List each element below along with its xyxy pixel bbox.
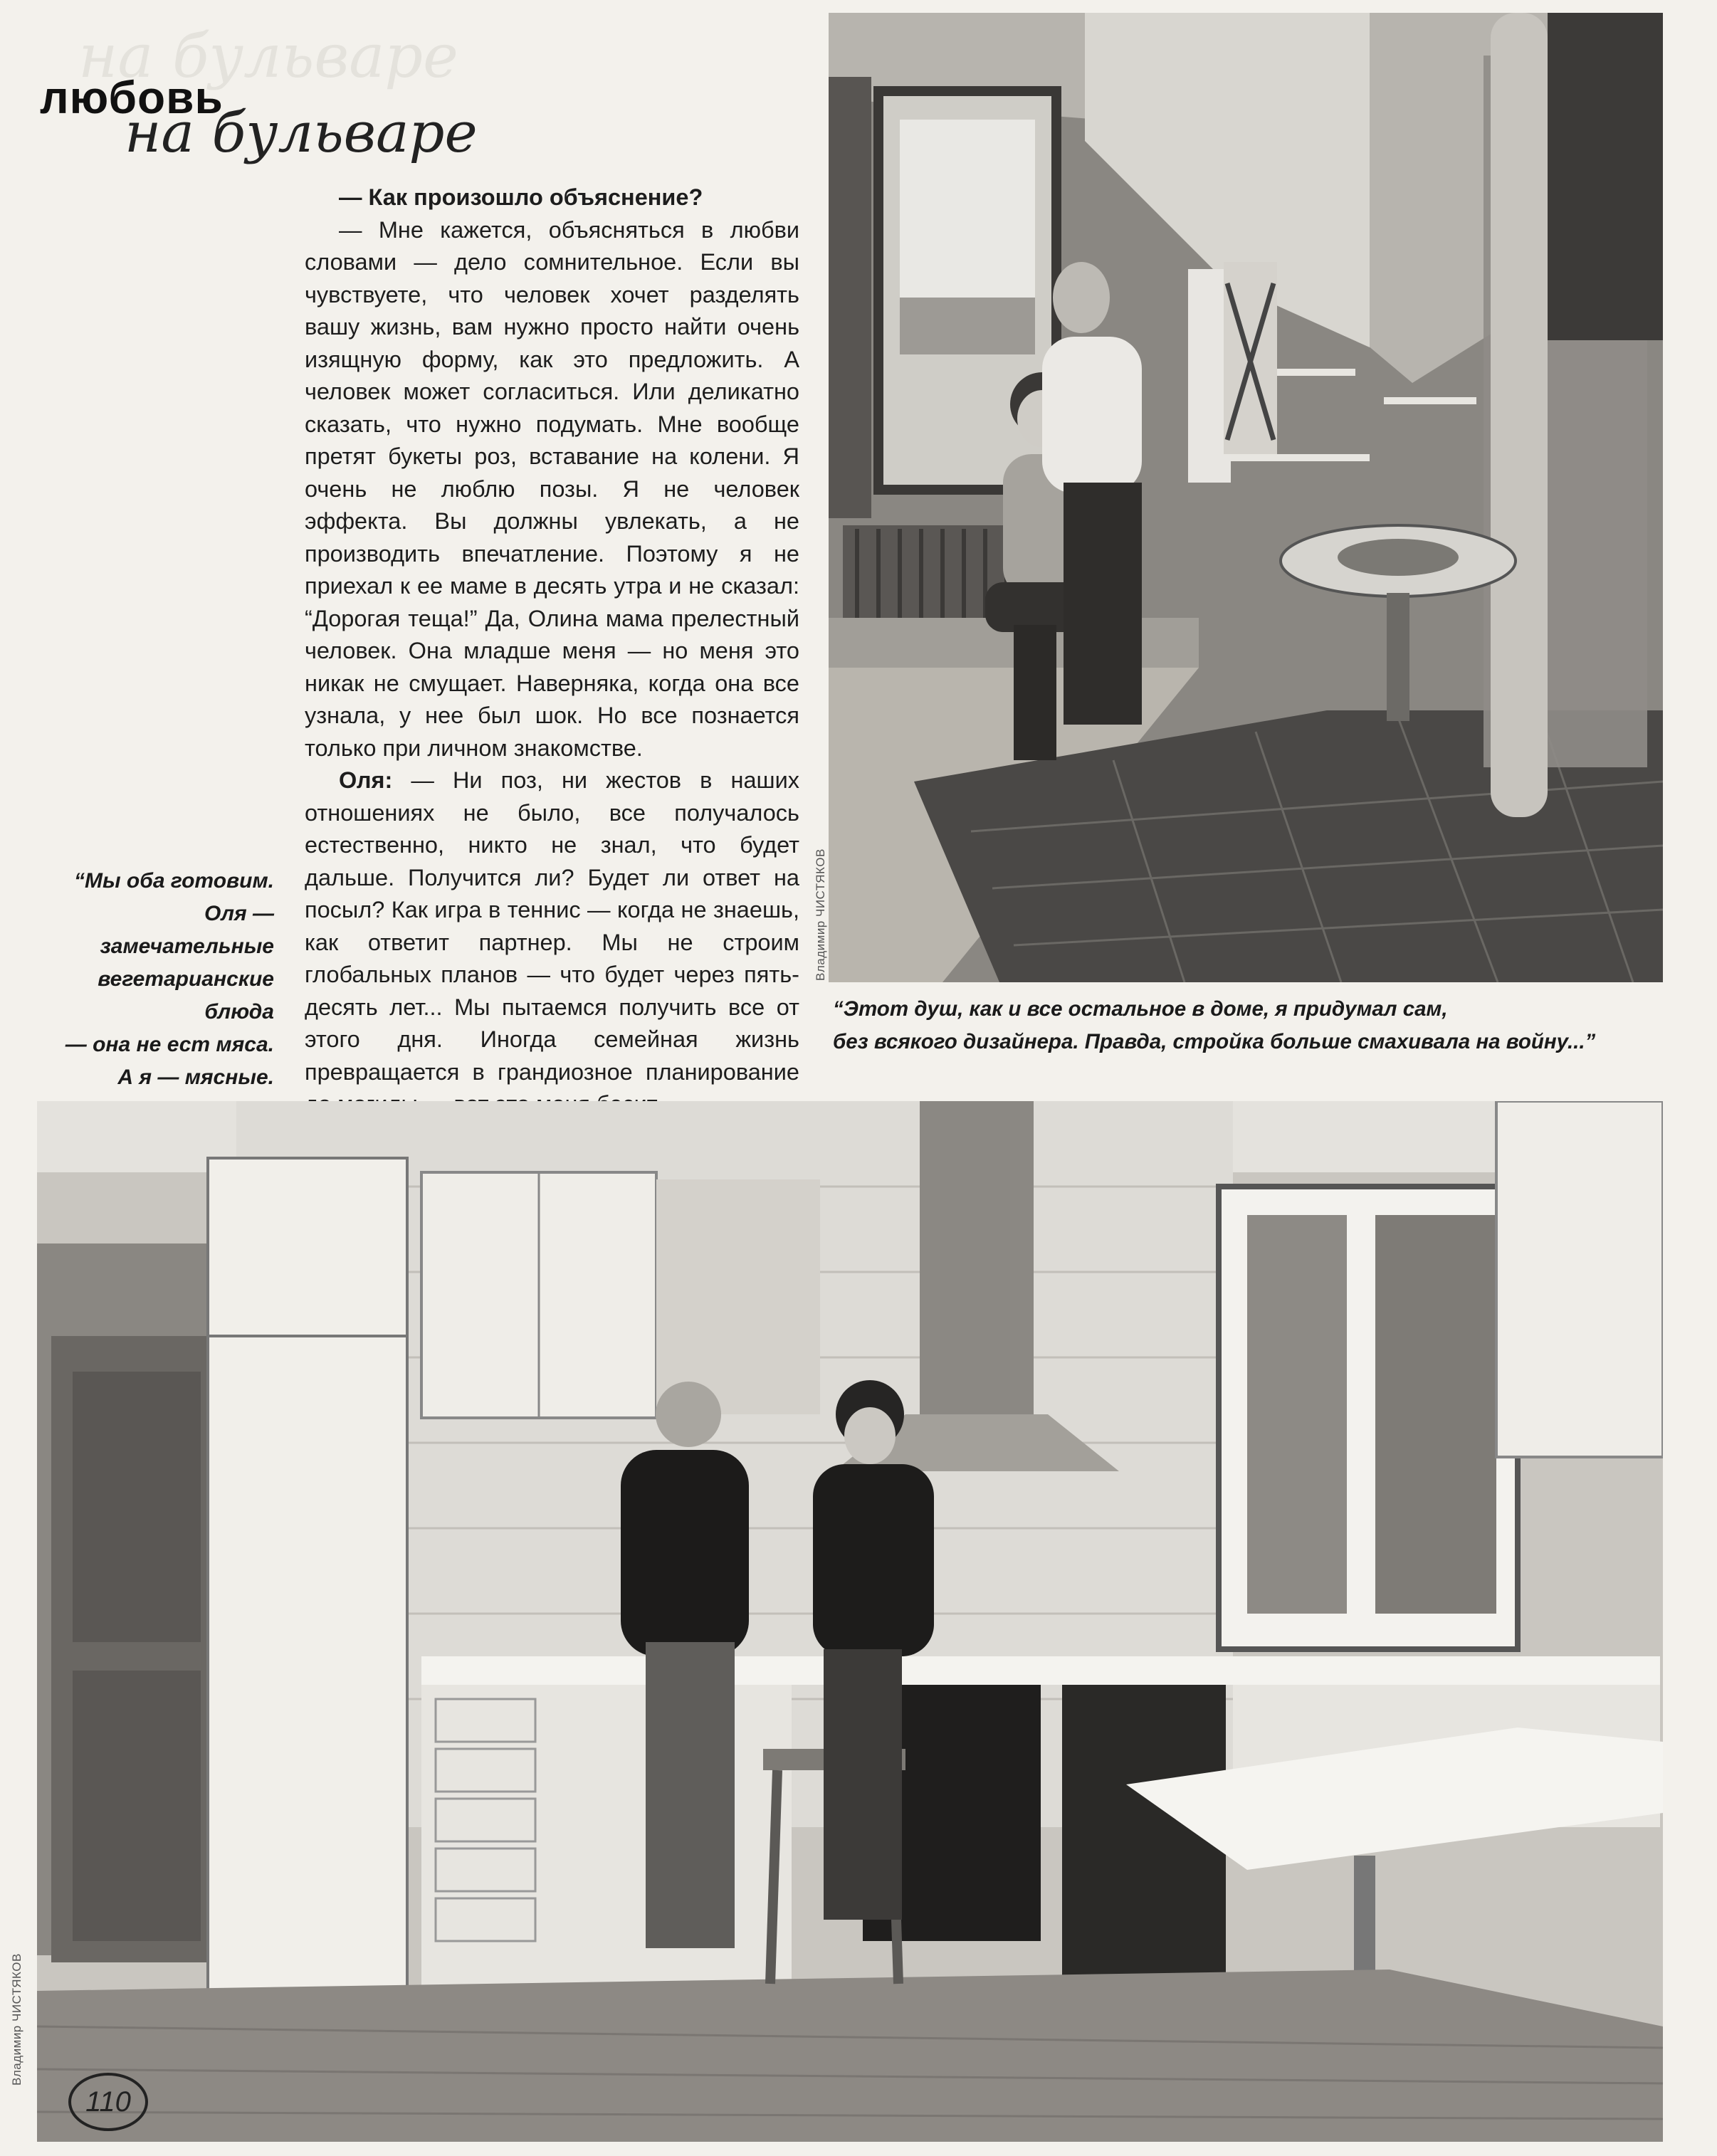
section-title: любовь	[40, 72, 224, 123]
article-body	[305, 182, 799, 1218]
photo-bathroom	[829, 13, 1663, 982]
pull-quote-line: — она не ест мяса.	[65, 1033, 274, 1056]
photo-kitchen	[37, 1101, 1663, 2142]
speaker-label: Оля:	[339, 767, 393, 793]
photo-credit: Владимир ЧИСТЯКОВ	[814, 848, 827, 981]
page-number: 110	[68, 2073, 148, 2131]
photo-credit: Владимир ЧИСТЯКОВ	[10, 1953, 23, 2086]
interview-question: — Как произошло объяснение?	[339, 184, 703, 210]
pull-quote-line: А я — мясные.	[117, 1066, 274, 1089]
answer-text: — Ни поз, ни жестов в наших отношениях не было, все получалось естественно, никто не знал, что будет дальше. Получится ли? Будет ли ответ на посыл? Как игра в теннис — когда не знаешь, как ответит партнер. Мы не строим глобальных планов — что будет через пять-десять лет... Мы пытаемся получить все от этого дня. Иногда семейная жизнь превращается в грандиозное планирование	[305, 767, 799, 1085]
pull-quote-line: вегетарианские блюда	[98, 967, 274, 1024]
pull-quote-line: “Мы оба готовим.	[73, 869, 274, 893]
caption-line: “Этот душ, как и все остальное в доме, я придумал сам,	[833, 997, 1448, 1021]
photo-bathroom-illustration	[829, 13, 1663, 982]
section-subtitle: на бульваре	[125, 101, 478, 165]
header-watermark: на бульваре	[78, 21, 458, 91]
interview-answer-olya	[305, 764, 799, 1121]
photo-kitchen-illustration	[37, 1101, 1663, 2142]
pull-quote-line: Оля — замечательные	[100, 902, 274, 958]
photo-caption	[833, 993, 1659, 1058]
caption-line: без всякого дизайнера. Правда, стройка больше смахивала на войну...”	[833, 1030, 1596, 1053]
interview-answer: — Мне кажется, объясняться в любви словами — дело сомнительное. Если вы чувствуете, что человек хочет разделять вашу жизнь, вам нужно просто найти очень изящную форму, как это предложить. А человек может согласиться. Или деликатно сказать, что нужно подумать. Мне вообще претят букеты роз, вставание на колени. Я очень не люблю позы. Я не человек эффекта. Вы должны увлекать, а не производить впечатление. Поэтому я не приехал к ее маме в десять утра и не сказал: “Дорогая теща!” Да, Олина мама прелестный человек. Она младше меня — но меня это никак не смущает. Наверняка, когда она все узнала, у нее был шок. Но все познается только при личном знакомстве.	[305, 216, 799, 761]
